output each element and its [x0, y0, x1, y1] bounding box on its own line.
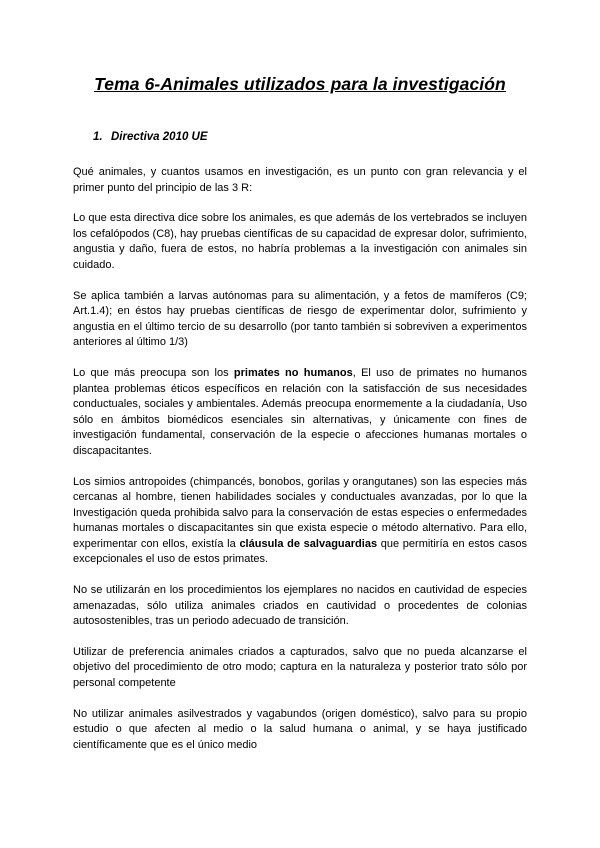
section-heading — [93, 131, 527, 143]
page-title: Tema 6-Animales utilizados para la investigación — [94, 74, 506, 94]
paragraph-2: Lo que esta directiva dice sobre los animales, es que además de los vertebrados se incluyen los cefalópodos (C8), hay pruebas científicas de su capacidad de expresar dolor, sufrimiento, angustia y daño, fuera de estos, no habría problemas a la investigación con animales sin cuidado. — [73, 212, 527, 271]
paragraph-4-bold-term: primates no humanos — [233, 366, 353, 379]
paragraph-8: No utilizar animales asilvestrados y vagabundos (origen doméstico), salvo para su propio estudio o que afecten al medio o la salud humana o animal, y se haya justificado científicamente que es el único medio — [73, 707, 527, 751]
section-number: 1. — [93, 131, 103, 143]
paragraph-4-text-before: Lo que más preocupa son los — [73, 366, 234, 379]
paragraph-7: Utilizar de preferencia animales criados a capturados, salvo que no pueda alcanzarse el objetivo del procedimiento de otro modo; captura en la naturaleza y posterior trato sólo por personal competente — [73, 645, 527, 690]
paragraph-5 — [73, 475, 527, 569]
paragraph-5-text-after: que permitiría en estos casos excepcionales el uso de estos primates. — [73, 537, 527, 566]
paragraph-4 — [73, 366, 527, 460]
section-heading-text: Directiva 2010 UE — [111, 131, 208, 143]
paragraph-4-text-after: , El uso de primates no humanos plantea problemas éticos específicos en relación con la satisfacción de sus necesidades conductuales, sociales y ambientales. Además preocupa enormemente a la ciudadanía, Uso sólo en ámbitos biomédicos esenciales sin alternativas, y únicamente con fines de investigación fundamental, conservación de la especie o afecciones humanas mortales o discapacitantes. — [73, 366, 528, 457]
paragraph-6: No se utilizarán en los procedimientos los ejemplares no nacidos en cautividad de especies amenazadas, sólo utiliza animales criados en cautividad o procedentes de colonias autosostenibles, tras un periodo adecuado de transición. — [73, 584, 527, 628]
paragraph-5-bold-term: cláusula de salvaguardias — [239, 537, 378, 550]
paragraph-5-text-before: Los simios antropoides (chimpancés, bonobos, gorilas y orangutanes) son las especies más cercanas al hombre, tienen habilidades sociales y conductuales avanzadas, por lo que la Investigación queda prohibida salvo para la conservación de estas especies o enfermedades humanas mortales o discapacitantes sin que exista especie o método alternativo. Para ello, experimentar con ellos, existía la — [73, 475, 527, 550]
paragraph-1: Qué animales, y cuantos usamos en investigación, es un punto con gran relevancia y el primer punto del principio de las 3 R: — [73, 166, 527, 194]
paragraph-3: Se aplica también a larvas autónomas para su alimentación, y a fetos de mamíferos (C9; Art.1.4); en éstos hay pruebas científicas de riesgo de experimentar dolor, sufrimiento y angustia en el último tercio de su desarrollo (por tanto también si sobreviven a experimentos anteriores al último 1/3) — [73, 289, 527, 349]
